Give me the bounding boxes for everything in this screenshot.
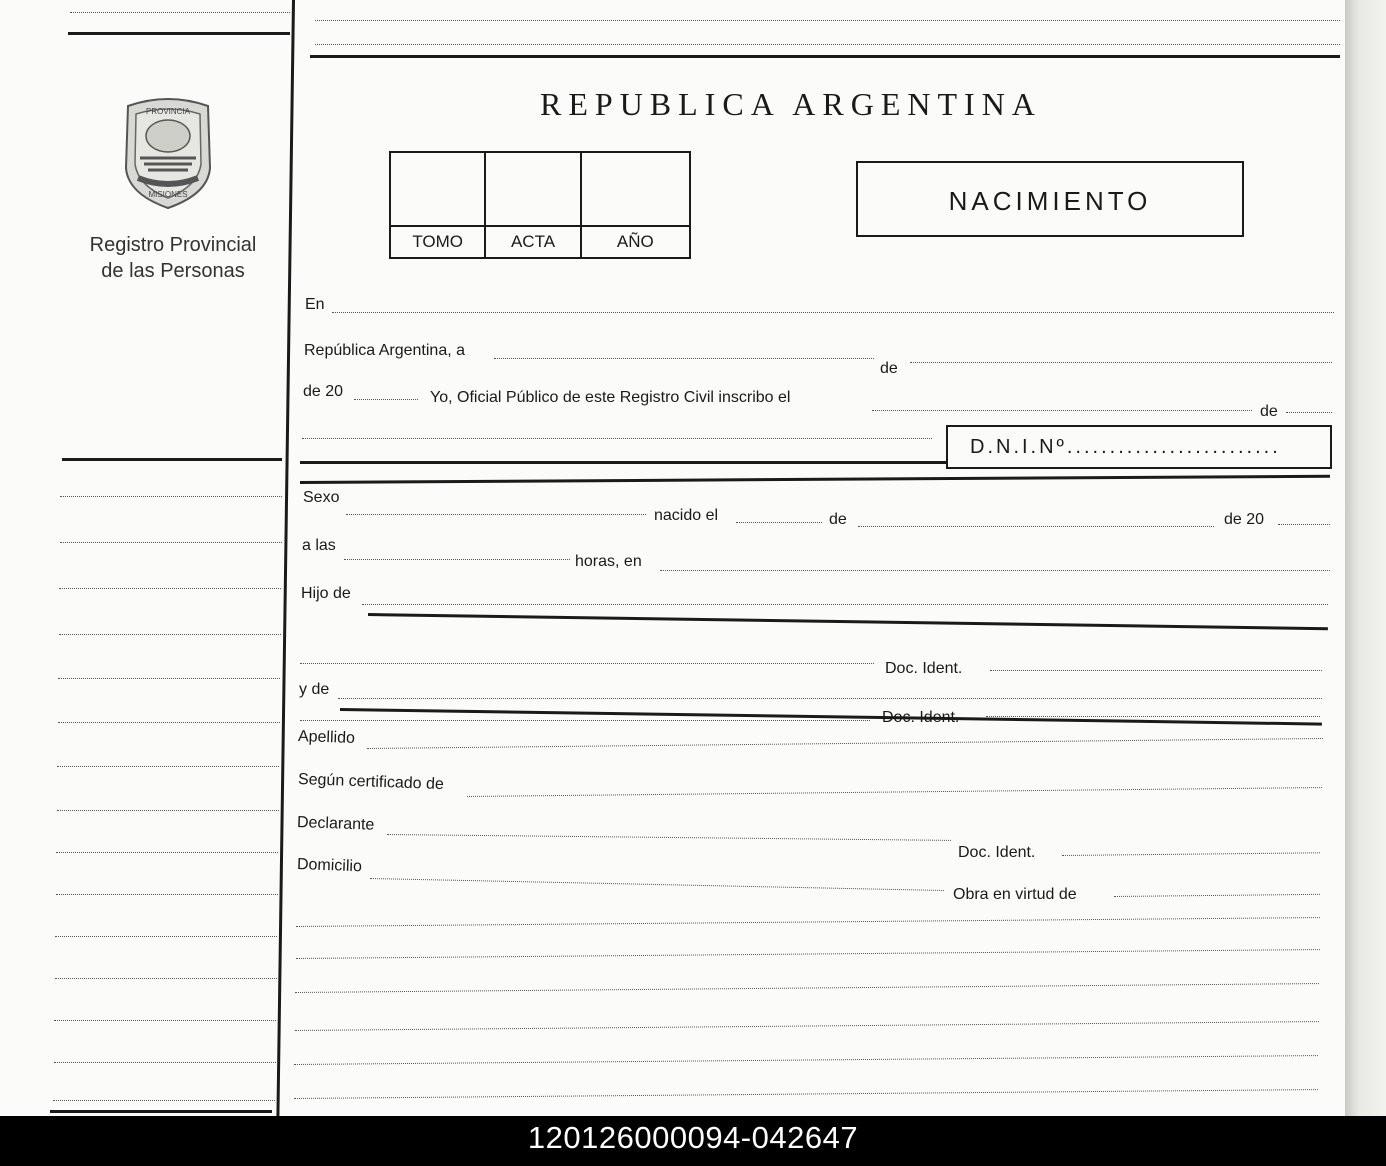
sidebar-rule	[62, 458, 282, 461]
field-inscribo[interactable]	[872, 410, 1252, 411]
notes-line[interactable]	[295, 1021, 1319, 1031]
sidebar-line	[56, 852, 278, 853]
label-de-2: de	[1260, 403, 1278, 420]
act-type-box: NACIMIENTO	[856, 161, 1244, 237]
acta-label: ACTA	[486, 225, 579, 257]
label-de20-2: de 20	[1224, 511, 1265, 528]
field-obra[interactable]	[1114, 894, 1320, 897]
field-hora[interactable]	[344, 559, 570, 560]
label-oficial: Yo, Oficial Público de este Registro Civil inscribo el	[430, 389, 791, 406]
label-hijo-de: Hijo de	[301, 585, 351, 602]
label-de-3: de	[829, 511, 847, 528]
label-a-las: a las	[302, 537, 336, 554]
office-line-1: Registro Provincial	[89, 234, 257, 256]
label-de-1: de	[880, 360, 898, 377]
notes-line[interactable]	[295, 983, 1319, 993]
field-lugar[interactable]	[660, 570, 1330, 571]
anio-cell[interactable]	[582, 153, 689, 257]
label-y-de: y de	[299, 681, 330, 698]
label-de20-1: de 20	[303, 383, 344, 400]
notes-line[interactable]	[294, 1089, 1318, 1099]
page-title: REPUBLICA ARGENTINA	[540, 86, 1042, 122]
register-number-table	[389, 151, 691, 259]
label-doc-ident-2: Doc. Ident.	[882, 709, 960, 726]
sidebar-line	[55, 978, 277, 979]
field-apellido[interactable]	[367, 738, 1323, 749]
label-domicilio: Domicilio	[296, 856, 363, 876]
provincial-seal-icon	[118, 98, 218, 210]
field-en[interactable]	[332, 312, 1334, 313]
field-anio-nacimiento[interactable]	[1278, 524, 1330, 525]
seal-text-top: PROVINCIA	[145, 107, 191, 116]
sidebar-line	[57, 810, 279, 811]
field-sexo[interactable]	[346, 514, 646, 515]
field-madre-2[interactable]	[300, 720, 870, 721]
anio-label: AÑO	[582, 225, 689, 257]
top-dotted-line-left	[70, 12, 290, 13]
field-dia-nacimiento[interactable]	[736, 522, 822, 523]
office-name	[78, 232, 268, 284]
notes-line[interactable]	[294, 1055, 1318, 1065]
sidebar-line	[54, 1020, 276, 1021]
sidebar-bottom-rule	[50, 1110, 272, 1113]
label-horas-en: horas, en	[575, 553, 642, 570]
sidebar-line	[54, 1062, 276, 1063]
top-dotted-line-2	[315, 44, 1340, 45]
sidebar-line	[59, 634, 281, 635]
sidebar-line	[57, 766, 279, 767]
sidebar-line	[58, 678, 280, 679]
top-rule-left	[68, 32, 290, 35]
label-declarante: Declarante	[296, 814, 375, 834]
field-padre[interactable]	[362, 604, 1328, 605]
label-doc-ident-1: Doc. Ident.	[885, 660, 963, 677]
document-id: 120126000094-042647	[527, 1120, 859, 1155]
label-obra: Obra en virtud de	[953, 886, 1077, 903]
section-rule	[300, 475, 1330, 484]
label-sexo: Sexo	[303, 489, 340, 506]
seal-text-bottom: MISIONES	[148, 190, 188, 199]
parent-rule-1	[368, 613, 1328, 630]
dni-box[interactable]: D.N.I.Nº.........................	[946, 425, 1332, 469]
field-declarante[interactable]	[387, 834, 951, 841]
sidebar-line	[58, 722, 280, 723]
field-madre[interactable]	[338, 698, 1322, 699]
top-dotted-line-1	[315, 20, 1340, 21]
top-rule-right	[310, 55, 1340, 58]
field-mes[interactable]	[910, 362, 1332, 363]
label-en: En	[305, 296, 325, 313]
field-doc-padre[interactable]	[990, 670, 1322, 671]
label-segun: Según certificado de	[297, 771, 445, 794]
notes-line[interactable]	[296, 949, 1320, 959]
sidebar-line	[56, 894, 278, 895]
sidebar-line	[59, 588, 281, 589]
office-line-2: de las Personas	[101, 260, 245, 282]
field-mes-nacimiento[interactable]	[858, 526, 1214, 527]
acta-cell[interactable]	[486, 153, 581, 257]
label-doc-ident-3: Doc. Ident.	[958, 844, 1036, 861]
sidebar-line	[60, 542, 282, 543]
page-edge	[1345, 0, 1386, 1116]
field-certificado[interactable]	[467, 787, 1322, 797]
sidebar-line	[53, 1100, 275, 1101]
label-nacido: nacido el	[654, 507, 719, 524]
field-padre-2[interactable]	[300, 663, 874, 664]
field-doc-declarante[interactable]	[1062, 852, 1320, 856]
field-continuation-1[interactable]	[302, 438, 932, 439]
notes-line[interactable]	[296, 917, 1320, 927]
field-de-2[interactable]	[1286, 412, 1332, 413]
tomo-cell[interactable]	[391, 153, 486, 257]
tomo-label: TOMO	[391, 225, 484, 257]
sidebar-line	[55, 936, 277, 937]
field-dia[interactable]	[494, 358, 874, 359]
field-anio[interactable]	[354, 399, 418, 400]
field-doc-madre[interactable]	[986, 716, 1320, 717]
name-rule	[300, 461, 946, 464]
label-republica: República Argentina, a	[304, 342, 465, 359]
sidebar-line	[60, 496, 282, 497]
label-apellido: Apellido	[297, 728, 356, 747]
column-divider	[276, 0, 295, 1116]
field-domicilio[interactable]	[370, 878, 944, 891]
